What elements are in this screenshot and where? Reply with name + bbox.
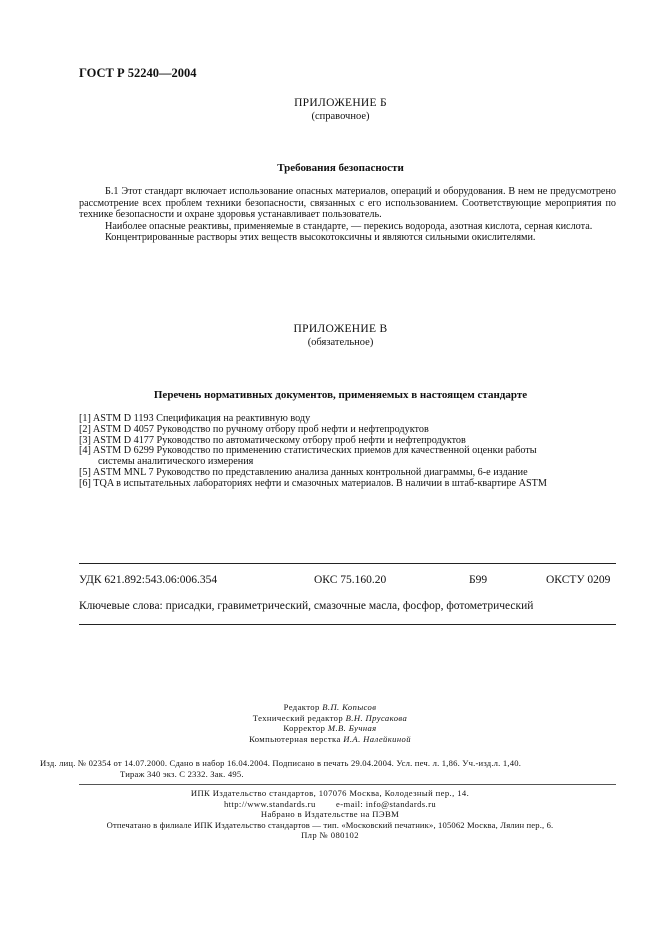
reference-item-continuation: системы аналитического измерения (98, 456, 254, 468)
appendix-v-title: ПРИЛОЖЕНИЕ В (293, 323, 388, 335)
paragraph: Б.1 Этот стандарт включает использование опасных материалов, операций и оборудования. В нем не предусмотрено рассмотрение всех проблем техники безопасности, связанных с его использованием. Соответствующие мероприятия по технике безопасности и охране здоровья устанавливает пользователь. (79, 186, 616, 220)
email-link[interactable]: e-mail: info@standards.ru (336, 798, 437, 809)
appendix-v-heading: Перечень нормативных документов, применяемых в настоящем стандарте (153, 389, 528, 401)
document-header: ГОСТ Р 52240—2004 (79, 66, 197, 80)
website-link[interactable]: http://www.standards.ru (223, 798, 316, 809)
editor-line (40, 702, 620, 713)
reference-item: [2] ASTM D 4057 Руководство по ручному отбору проб нефти и нефтепродуктов (79, 423, 429, 435)
tech-editor-line (40, 713, 620, 724)
tech-editor-name: В.Н. Прусакова (345, 712, 408, 723)
publishing-info (40, 758, 620, 779)
layout-label: Компьютерная верстка (249, 733, 341, 744)
top-divider (79, 563, 616, 564)
bottom-divider (79, 624, 616, 625)
imprint-divider (79, 784, 616, 785)
tech-editor-label: Технический редактор (252, 712, 344, 723)
reference-item: [6] TQA в испытательных лабораториях нефти и смазочных материалов. В наличии в штаб-квартире ASTM (79, 477, 547, 489)
editor-name: В.П. Копысов (322, 702, 377, 712)
imprint-block (40, 788, 620, 841)
corrector-line (40, 723, 620, 734)
appendix-b-heading: Требования безопасности (277, 162, 404, 174)
imprint-line: Плр № 080102 (301, 830, 359, 841)
udc-code: УДК 621.892:543.06:006.354 (79, 574, 218, 586)
editor-label: Редактор (283, 702, 320, 712)
appendix-b-body (79, 186, 616, 244)
reference-item: [4] ASTM D 6299 Руководство по применению статистических приемов для качественной оценки работы (79, 445, 537, 457)
reference-list (79, 414, 619, 490)
paragraph: Концентрированные растворы этих веществ высокотоксичны и являются сильными окислителями. (105, 232, 536, 243)
publishing-line: Тираж 340 экз. С 2332. Зак. 495. (120, 768, 244, 779)
corrector-name: М.В. Бучная (327, 723, 377, 734)
paragraph: Наиболее опасные реактивы, применяемые в стандарте, — перекись водорода, азотная кислота, серная кислота. (105, 220, 593, 232)
reference-item: [1] ASTM D 1193 Спецификация на реактивную воду (79, 413, 311, 424)
corrector-label: Корректор (283, 723, 326, 734)
reference-item: [5] ASTM MNL 7 Руководство по представлению анализа данных контрольной диаграммы, 6-е издание (79, 466, 528, 478)
okstu-code: ОКСТУ 0209 (546, 574, 611, 586)
layout-line (40, 734, 620, 745)
appendix-v-subtitle: (обязательное) (307, 337, 374, 348)
imprint-line: Отпечатано в филиале ИПК Издательство стандартов — тип. «Московский печатник», 105062 Москва, Лялин пер., 6. (106, 819, 554, 830)
layout-name: И.А. Налейкиной (343, 733, 411, 744)
oks-code: ОКС 75.160.20 (314, 574, 387, 586)
appendix-b-subtitle: (справочное) (311, 111, 370, 122)
publishing-line: Изд. лиц. № 02354 от 14.07.2000. Сдано в набор 16.04.2004. Подписано в печать 29.04.2004. Усл. печ. л. 1,86. Уч.-изд.л. 1,40. (40, 758, 522, 768)
imprint-line: ИПК Издательство стандартов, 107076 Москва, Колодезный пер., 14. (190, 788, 470, 798)
keywords: Ключевые слова: присадки, гравиметрический, смазочные масла, фосфор, фотометрический (79, 600, 534, 612)
b-code: Б99 (469, 574, 488, 586)
imprint-line: Набрано в Издательстве на ПЭВМ (260, 809, 400, 820)
credits (40, 702, 620, 744)
appendix-b-title: ПРИЛОЖЕНИЕ Б (294, 97, 387, 109)
imprint-contacts (40, 799, 620, 810)
reference-item: [3] ASTM D 4177 Руководство по автоматическому отбору проб нефти и нефтепродуктов (79, 434, 466, 446)
